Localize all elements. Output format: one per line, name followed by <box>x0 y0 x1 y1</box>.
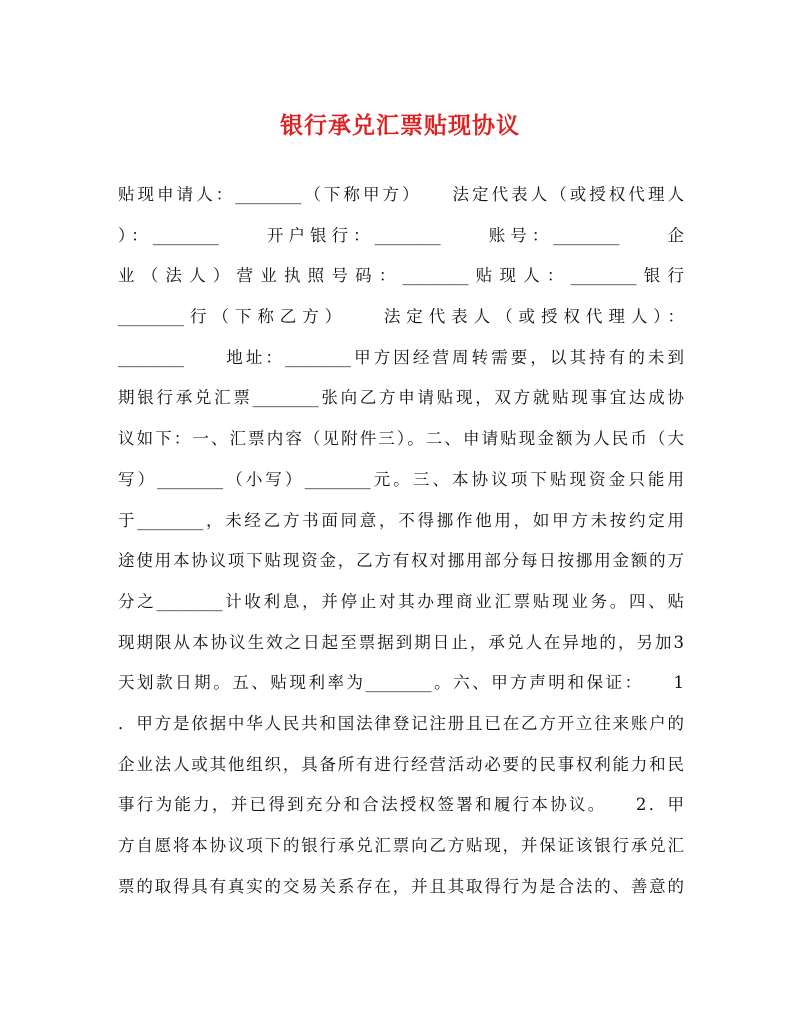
document-title: 银行承兑汇票贴现协议 <box>280 112 520 139</box>
body-line: ）：________ 开户银行：________ 账号：________ 企 <box>118 225 684 245</box>
body-line: 业（法人）营业执照号码：________贴现人：________银行 <box>118 266 684 286</box>
body-line: 途使用本协议项下贴现资金，乙方有权对挪用部分每日按挪用金额的万 <box>118 551 684 571</box>
body-line: 写）________（小写）________元。三、本协议项下贴现资金只能用 <box>118 469 684 489</box>
body-line: 现期限从本协议生效之日起至票据到期日止，承兑人在异地的，另加3 <box>118 632 684 652</box>
document-body <box>118 178 684 910</box>
body-line: 方自愿将本协议项下的银行承兑汇票向乙方贴现，并保证该银行承兑汇 <box>118 836 684 855</box>
body-line: ________ 地址：________甲方因经营周转需要，以其持有的未到 <box>118 347 684 367</box>
body-line: ________行（下称乙方） 法定代表人（或授权代理人）： <box>118 307 684 327</box>
body-line: 事行为能力，并已得到充分和合法授权签署和履行本协议。 2．甲 <box>118 795 684 815</box>
body-line: 天划款日期。五、贴现利率为________。六、甲方声明和保证： 1 <box>118 673 684 693</box>
body-line: 于________，未经乙方书面同意，不得挪作他用，如甲方未按约定用 <box>118 510 684 530</box>
body-line: 期银行承兑汇票________张向乙方申请贴现，双方就贴现事宜达成协 <box>118 388 684 408</box>
body-line: 贴现申请人：________（下称甲方） 法定代表人（或授权代理人 <box>118 185 684 204</box>
body-line: ．甲方是依据中华人民共和国法律登记注册且已在乙方开立往来账户的 <box>118 713 684 733</box>
body-line: 票的取得具有真实的交易关系存在，并且其取得行为是合法的、善意的 <box>118 876 684 896</box>
body-line: 企业法人或其他组织，具备所有进行经营活动必要的民事权利能力和民 <box>118 754 684 774</box>
body-line: 分之________计收利息，并停止对其办理商业汇票贴现业务。四、贴 <box>118 591 684 611</box>
body-line: 议如下：一、汇票内容（见附件三）。二、申请贴现金额为人民币（大 <box>118 429 684 449</box>
